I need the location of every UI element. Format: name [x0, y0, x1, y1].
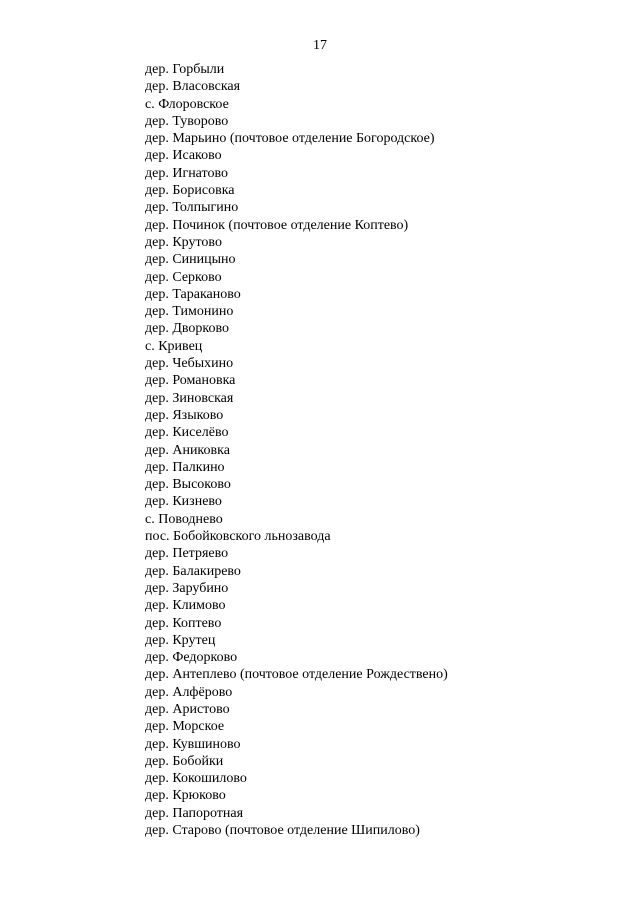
list-item: дер. Туворово — [145, 113, 229, 129]
settlement-list — [145, 61, 448, 839]
list-item: дер. Кувшиново — [145, 736, 241, 752]
list-item: дер. Алфёрово — [145, 684, 233, 700]
list-item: дер. Коптево — [145, 615, 222, 631]
list-item: дер. Синицыно — [145, 252, 236, 268]
list-item: дер. Морское — [145, 719, 225, 735]
list-item: дер. Языково — [145, 407, 224, 423]
list-item: дер. Балакирево — [145, 563, 241, 579]
list-item: дер. Игнатово — [145, 165, 228, 181]
list-item: дер. Толпыгино — [145, 200, 239, 216]
list-item: дер. Кизнево — [145, 494, 222, 510]
list-item: дер. Киселёво — [145, 425, 229, 441]
list-item: дер. Дворково — [145, 321, 230, 337]
list-item: дер. Зарубино — [145, 580, 229, 596]
page-number: 17 — [313, 38, 327, 53]
list-item: дер. Тимонино — [145, 304, 234, 320]
list-item: дер. Аниковка — [145, 442, 230, 458]
list-item: дер. Марьино (почтовое отделение Богородское) — [145, 131, 435, 147]
list-item: дер. Борисовка — [145, 183, 235, 199]
list-item: дер. Бобойки — [145, 753, 224, 769]
list-item: дер. Зиновская — [145, 390, 234, 406]
list-item: дер. Серково — [145, 269, 222, 285]
list-item: дер. Тараканово — [145, 286, 241, 302]
list-item: дер. Палкино — [145, 459, 225, 475]
list-item: с. Поводнево — [145, 511, 223, 527]
list-item: дер. Аристово — [145, 701, 230, 717]
list-item: дер. Петряево — [145, 546, 229, 562]
list-item: дер. Высоково — [145, 477, 231, 493]
list-item: дер. Горбыли — [145, 62, 225, 77]
list-item: дер. Крутец — [145, 632, 216, 648]
list-item: дер. Федорково — [145, 650, 238, 666]
list-item: пос. Бобойковского льнозавода — [145, 529, 331, 545]
list-item: дер. Старово (почтовое отделение Шипилово) — [145, 823, 420, 839]
list-item: дер. Власовская — [145, 79, 241, 95]
list-item: дер. Чебыхино — [145, 356, 234, 372]
list-item: дер. Климово — [145, 598, 226, 614]
list-item: дер. Папоротная — [145, 805, 244, 821]
list-item: с. Флоровское — [145, 96, 229, 112]
list-item: дер. Крутово — [145, 234, 222, 250]
list-item: дер. Антеплево (почтовое отделение Рождествено) — [145, 667, 448, 683]
list-item: дер. Кокошилово — [145, 771, 247, 787]
list-item: дер. Починок (почтовое отделение Коптево) — [145, 217, 409, 233]
list-item: дер. Крюково — [145, 788, 226, 804]
list-item: дер. Романовка — [145, 373, 236, 389]
list-item: с. Кривец — [145, 338, 203, 354]
list-item: дер. Исаково — [145, 148, 222, 164]
